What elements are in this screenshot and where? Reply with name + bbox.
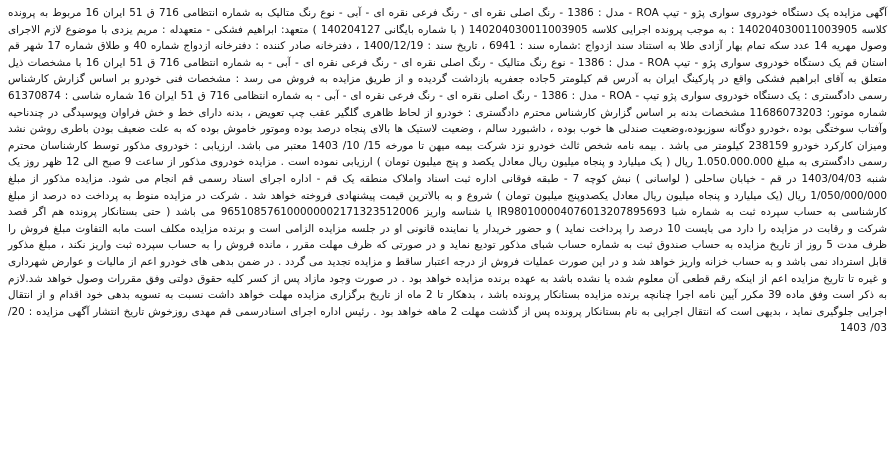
notice-body-text: آگهی مزایده یک دستگاه خودروی سواری پژو - تیپ ROA - مدل : 1386 - رنگ اصلی نقره ای - رنگ فرعی نقره ای - آبی - نوع رنگ متالیک به شماره انتظامی 716 ق 51 ایران 16 مربوط به پرونده کلاسه 140204030011003905 : به موجب پرونده اجرایی کلاسه 140204030011003905 ( با شماره بایگانی 140204127 ) متعهد: ابراهیم فشکی - متعهدله : مریم یزدی با موضوع لازم الاجرای وصول مهریه 14 عدد سکه تمام بهار آزادی طلا به استناد سند ازدواج :شماره سند : 6941 ، تاریخ سند : 1400/12/19 ، دفترخانه صادر کننده : دفترخانه ازدواج شماره 40 و طلاق شماره 17 شهر قم استان قم یک دستگاه خودروی سواری پژو - تیپ ROA - مدل : 1386 - نوع رنگ متالیک - رنگ اصلی نقره ای - رنگ فرعی نقره ای - آبی - به شماره انتظامی 716 ق 51 ایران 16 با مشخصات ذیل متعلق به آقای ابراهیم فشکی واقع در پارکینگ ایران به آدرس قم کیلومتر 5جاده جعفریه بازداشت گردیده و از طریق مزایده به فروش می رسد : مشخصات فنی خودرو بر اساس گزارش کارشناس رسمی دادگستری : یک دستگاه خودروی سواری پژو تیپ - ROA - مدل : 1386 - رنگ اصلی نقره ای - رنگ فرعی نقره ای - آبی - به شماره انتظامی 716 ق 51 ایران 16 شماره شاسی : 61370874 شماره موتور: 11686073203 مشخصات بدنه بر اساس گزارش کارشناس محترم دادگستری : خودرو از لحاظ ظاهری گلگیر عقب چپ تعویض ، بدنه دارای خط و خش فراوان وپوسیدگی در چندناحیه وآفتاب سوختگی بوده ،خودرو دوگانه سوزبوده،وضعیت صندلی ها خوب بوده ، داشبورد سالم ، وضعیت لاستیک ها بالای پنجاه درصد بوده وموتور خاموش بوده که به علت ضعیف بودن باطری روشن نشد ومیزان کارکرد خودرو 238159 کیلومتر می باشد . بیمه نامه شخص ثالث خودرو نزد شرکت بیمه میهن تا مورخه 15/ 10/ 1403 معتبر می باشد. ارزیابی : خودروی مذکور توسط کارشناسان محترم رسمی دادگستری به مبلغ 1.050.000.000 ریال ( یک میلیارد و پنجاه میلیون ریال معادل یکصد و پنج میلیون تومان ) ارزیابی نموده است . مزایده خودروی مذکور از ساعت 9 صبح الی 12 ظهر روز یک شنبه 1403/04/03 در قم - خیابان ساحلی ( لواسانی ) نبش کوچه 7 - طبقه فوقانی اداره ثبت اسناد واملاک منطقه یک قم - اداره اجرای اسناد رسمی قم انجام می شود. مزایده مذکور از مبلغ 1/050/000/000 ریال (یک میلیارد و پنجاه میلیون ریال معادل یکصدوپنج میلیون تومان ) شروع و به بالاترین قیمت پیشنهادی فروخته خواهد شد . شرکت در مزایده منوط به پرداخت ده درصد از مبلغ کارشناسی به حساب سپرده ثبت به شماره شبا IR980100004076013207895693 یا شناسه واریز 965108576100000002171323512006 می باشد ( حتی بستانکار پرونده هم اگر قصد شرکت و رقابت در مزایده را دارد می بایست 10 درصد را پرداخت نماید ) و حضور خریدار یا نماینده قانونی او در جلسه مزایده الزامی است و برنده مزایده مکلف است مابه التفاوت مبلغ فروش را ظرف مدت 5 روز از تاریخ مزایده به حساب صندوق ثبت به شماره حساب شبای مذکور تودیع نماید و در صورتی که ظرف مهلت مقرر ، مانده فروش را به حساب سپرده ثبت واریز نکند ، مبلغ مذکور قابل استرداد نمی باشد و به حساب خزانه واریز خواهد شد و در این صورت عملیات فروش از درجه اعتبار ساقط و مزایده تجدید می گردد . در ضمن بدهی های خودرو اعم از مالیات و عوارض شهرداری و غیره تا تاریخ مزایده اعم از اینکه رقم قطعی آن معلوم شده یا نشده باشد به عهده برنده مزایده خواهد بود . در صورت وجود مازاد پس از کسر کلیه حقوق دولتی وفق مقررات وصول خواهد شد.لازم به ذکر است وفق ماده 39 مکرر آیین نامه اجرا چنانچه برنده مزایده بستانکار پرونده باشد ، بدهکار تا 2 ماه از تاریخ برگزاری مزایده مهلت خواهد داشت نسبت به تسویه بدهی خود اقدام و از انتقال اجرایی جلوگیری نماید ، بدیهی است که انتقال اجرایی به نام بستانکار پرونده پس از گذشت مهلت 2 ماهه خواهد بود . رئیس اداره اجرای اسنادرسمی قم مهدی روزخوش تاریخ انتشار آگهی مزایده : 20/ 03/ 1403	[8, 7, 888, 335]
